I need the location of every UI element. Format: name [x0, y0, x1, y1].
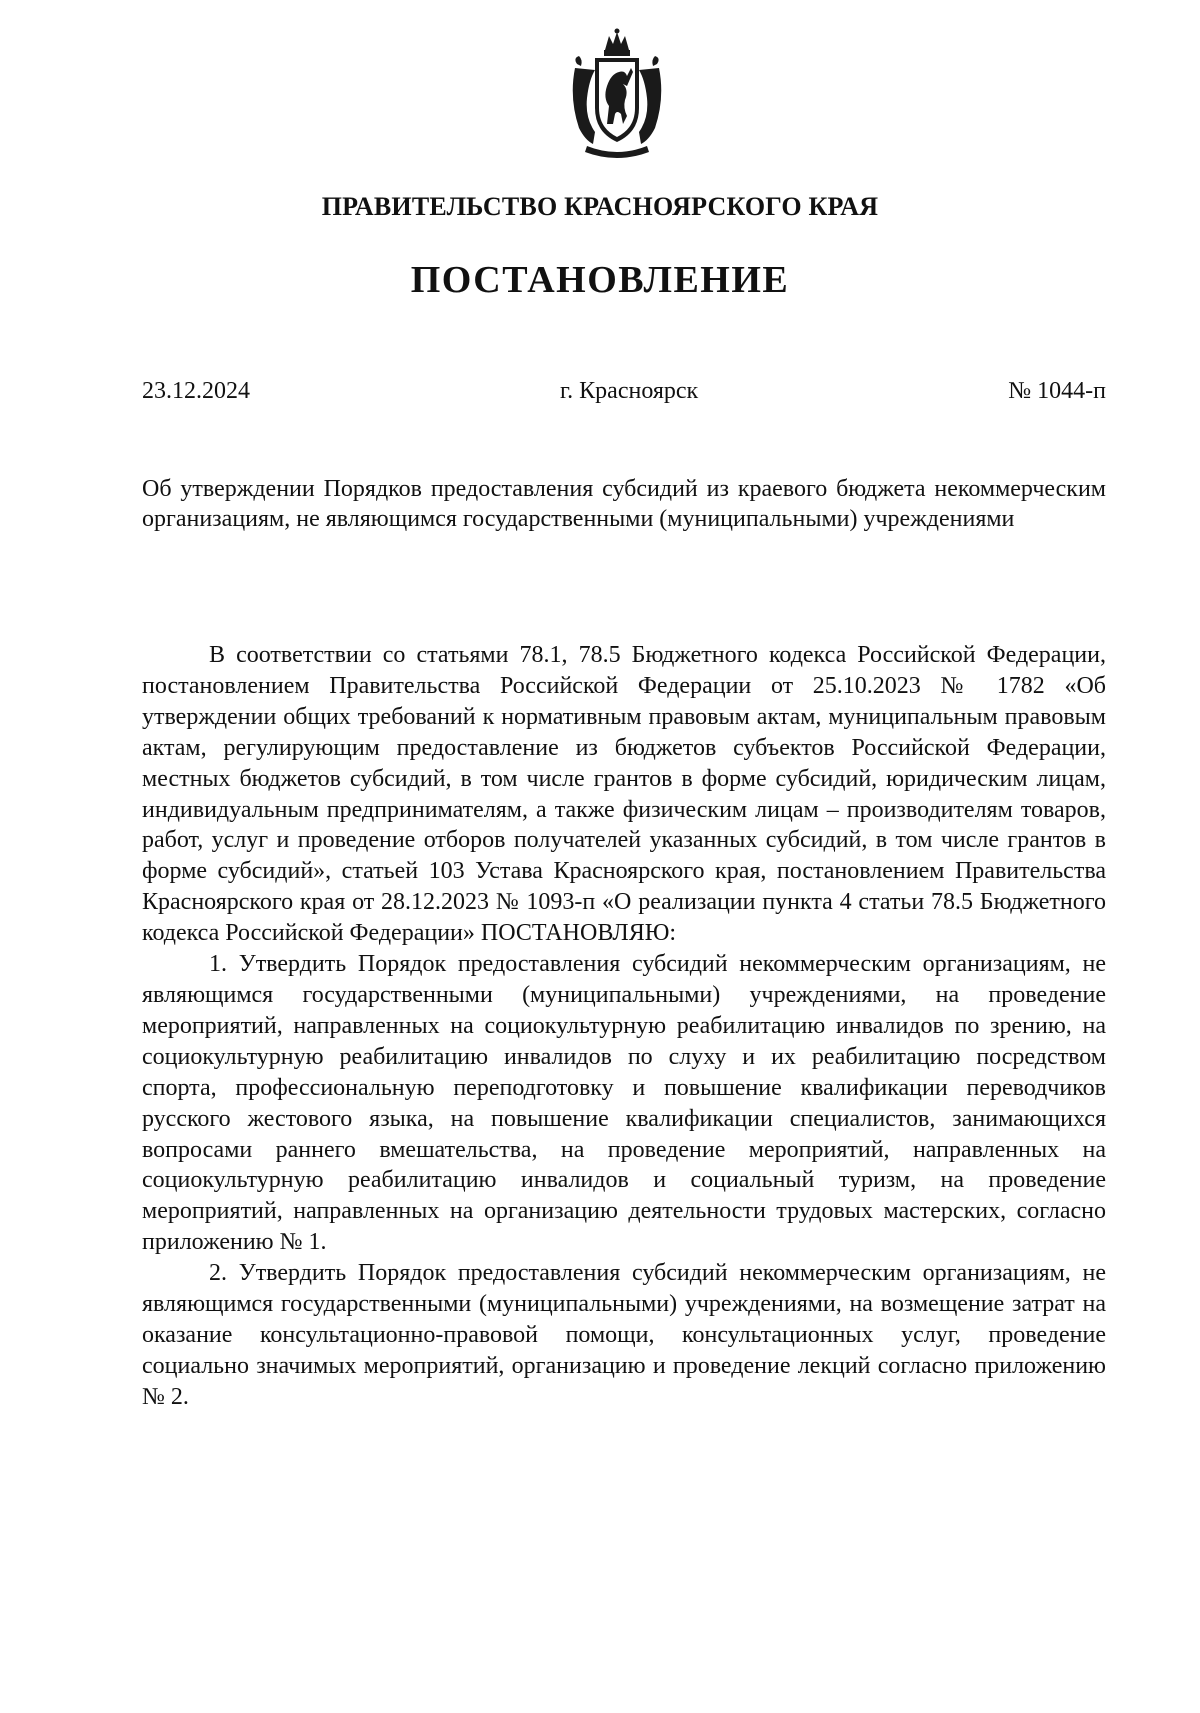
organization-title: ПРАВИТЕЛЬСТВО КРАСНОЯРСКОГО КРАЯ: [321, 192, 879, 221]
resolution-item-1: 1. Утвердить Порядок предоставления субсидий некоммерческим организациям, не являющимся государственными (муниципальными) учреждениями, на проведение мероприятий, направленных на социокультурную реабилитацию инвалидов по зрению, на социокультурную реабилитацию инвалидов по слуху и их реабилитацию посредством спорта, профессиональную переподготовку и повышение квалификации переводчиков русского жестового языка, на повышение квалификации специалистов, занимающихся вопросами раннего вмешательства, на проведение мероприятий, направленных на социокультурную реабилитацию инвалидов и социальный туризм, на проведение мероприятий, направленных на организацию деятельности трудовых мастерских, согласно приложению № 1.: [142, 951, 1106, 1256]
resolution-item-2: 2. Утвердить Порядок предоставления субсидий некоммерческим организациям, не являющимся государственными (муниципальными) учреждениями, на возмещение затрат на оказание консультационно-правовой помощи, консультационных услуг, проведение социально значимых мероприятий, организацию и проведение лекций согласно приложению № 2.: [142, 1260, 1106, 1410]
document-type-title: ПОСТАНОВЛЕНИЕ: [410, 259, 790, 301]
krasnoyarsk-coat-of-arms-icon: [567, 28, 667, 160]
document-city: г. Красноярск: [560, 378, 699, 404]
document-number: № 1044-п: [1008, 378, 1106, 404]
document-body: [142, 640, 1106, 1413]
document-subject: Об утверждении Порядков предоставления субсидий из краевого бюджета некоммерческим организациям, не являющимся государственными (муниципальными) учреждениями: [142, 476, 1106, 532]
preamble-paragraph: В соответствии со статьями 78.1, 78.5 Бюджетного кодекса Российской Федерации, постановлением Правительства Российской Федерации от 25.10.2023 № 1782 «Об утверждении общих требований к нормативным правовым актам, муниципальным правовым актам, регулирующим предоставление из бюджетов субъектов Российской Федерации, местных бюджетов субсидий, в том числе грантов в форме субсидий, юридическим лицам, индивидуальным предпринимателям, а также физическим лицам – производителям товаров, работ, услуг и проведение отборов получателей указанных субсидий, в том числе грантов в форме субсидий», статьей 103 Устава Красноярского края, постановлением Правительства Красноярского края от 28.12.2023 № 1093-п «О реализации пункта 4 статьи 78.5 Бюджетного кодекса Российской Федерации» ПОСТАНОВЛЯЮ:: [142, 642, 1106, 947]
document-meta: [142, 378, 1106, 405]
document-date: 23.12.2024: [142, 378, 250, 404]
